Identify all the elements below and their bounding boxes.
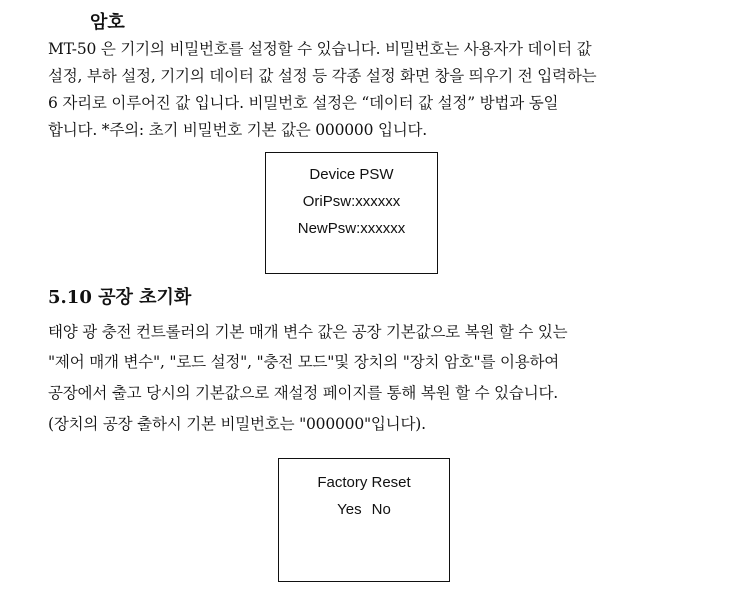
yes-option[interactable]: Yes — [337, 501, 362, 518]
paragraph-line: (장치의 공장 출하시 기본 비밀번호는 "000000"입니다). — [48, 415, 426, 433]
screen-title: Device PSW — [309, 166, 394, 183]
original-password-field: OriPsw:xxxxxx — [302, 193, 401, 210]
paragraph-line: 합니다. *주의: 초기 비밀번호 기본 값은 000000 입니다. — [48, 121, 427, 139]
new-password-field: NewPsw:xxxxxx — [297, 220, 406, 237]
paragraph-line: 공장에서 출고 당시의 기본값으로 재설정 페이지를 통해 복원 할 수 있습니다. — [48, 384, 558, 402]
factory-reset-screen — [278, 458, 450, 582]
paragraph-line: 6 자리로 이루어진 값 입니다. 비밀번호 설정은 “데이터 값 설정” 방법과 동일 — [48, 94, 559, 112]
factory-reset-heading: 5.10 공장 초기화 — [48, 287, 192, 308]
no-option[interactable]: No — [371, 501, 391, 518]
paragraph-line: MT-50 은 기기의 비밀번호를 설정할 수 있습니다. 비밀번호는 사용자가 데이터 값 — [48, 40, 592, 58]
paragraph-line: 설정, 부하 설정, 기기의 데이터 값 설정 등 각종 설정 화면 창을 띄우기 전 입력하는 — [48, 67, 597, 85]
device-password-screen — [265, 152, 438, 274]
reset-choices — [279, 501, 449, 518]
screen-title: Factory Reset — [317, 474, 411, 491]
password-heading: 암호 — [90, 12, 125, 33]
paragraph-line: "제어 매개 변수", "로드 설정", "충전 모드"및 장치의 "장치 암호"를 이용하여 — [48, 353, 560, 371]
paragraph-line: 태양 광 충전 컨트롤러의 기본 매개 변수 값은 공장 기본값으로 복원 할 수 있는 — [48, 323, 568, 341]
